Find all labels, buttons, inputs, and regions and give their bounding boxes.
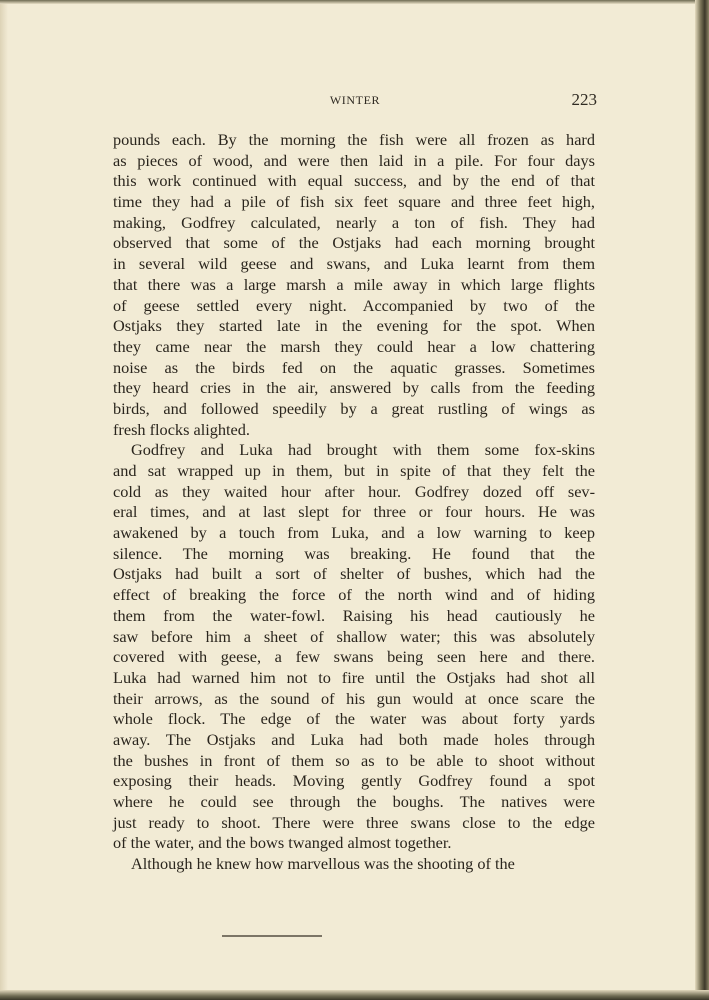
- text-line: Although he knew how marvellous was the shooting of the: [131, 854, 515, 874]
- text-line: that there was a large marsh a mile away in which large flights: [113, 274, 595, 294]
- paragraph: [113, 130, 595, 440]
- text-line: they came near the marsh they could hear a low chattering: [113, 336, 595, 356]
- text-line: away. The Ostjaks and Luka had both made holes through: [113, 729, 595, 749]
- text-line: Luka had warned him not to fire until the Ostjaks had shot all: [113, 667, 595, 687]
- text-line: time they had a pile of fish six feet square and three feet high,: [113, 192, 595, 212]
- text-line: they heard cries in the air, answered by calls from the feeding: [113, 378, 595, 398]
- running-title: WINTER: [329, 93, 381, 107]
- text-line: Ostjaks had built a sort of shelter of bushes, which had the: [113, 564, 595, 584]
- page-right-edge: [695, 0, 709, 1000]
- page-number: 223: [571, 90, 597, 109]
- text-line: this work continued with equal success, and by the end of that: [113, 171, 595, 191]
- text-line: just ready to shoot. There were three swans close to the edge: [113, 812, 595, 832]
- text-line: them from the water-fowl. Raising his head cautiously he: [113, 605, 595, 625]
- text-line: their arrows, as the sound of his gun would at once scare the: [113, 688, 595, 708]
- running-head: [113, 90, 597, 112]
- text-line: pounds each. By the morning the fish were all frozen as hard: [113, 130, 595, 149]
- text-line: where he could see through the boughs. The natives were: [113, 792, 595, 811]
- paragraph: [113, 854, 595, 875]
- paragraph: [113, 440, 595, 854]
- text-line: eral times, and at last slept for three or four hours. He was: [113, 502, 595, 522]
- text-line: Ostjaks they started late in the evening for the spot. When: [113, 316, 595, 336]
- text-line: birds, and followed speedily by a great rustling of wings as: [113, 398, 595, 418]
- text-line: awakened by a touch from Luka, and a low warning to keep: [113, 523, 595, 543]
- text-line: the bushes in front of them so as to be able to shoot without: [113, 750, 595, 770]
- text-line: Godfrey and Luka had brought with them some fox-skins: [131, 440, 595, 460]
- text-line: whole flock. The edge of the water was about forty yards: [113, 709, 595, 729]
- text-line: cold as they waited hour after hour. Godfrey dozed off sev-: [113, 481, 595, 501]
- text-line: as pieces of wood, and were then laid in a pile. For four days: [113, 150, 595, 170]
- text-line: and sat wrapped up in them, but in spite of that they felt the: [113, 461, 595, 480]
- text-line: fresh flocks alighted.: [113, 419, 250, 439]
- text-line: in several wild geese and swans, and Luka learnt from them: [113, 254, 595, 274]
- page-gutter-shadow: [0, 0, 8, 1000]
- text-line: saw before him a sheet of shallow water; this was absolutely: [113, 626, 595, 646]
- text-line: exposing their heads. Moving gently Godfrey found a spot: [113, 771, 595, 791]
- body-text: [113, 130, 595, 875]
- text-line: making, Godfrey calculated, nearly a ton of fish. They had: [113, 212, 595, 232]
- text-line: silence. The morning was breaking. He found that the: [113, 543, 595, 563]
- text-line: noise as the birds fed on the aquatic grasses. Sometimes: [113, 357, 595, 377]
- text-line: observed that some of the Ostjaks had each morning brought: [113, 233, 595, 253]
- page-bottom-edge: [0, 990, 709, 1000]
- page-top-edge: [0, 0, 709, 4]
- text-line: of geese settled every night. Accompanied by two of the: [113, 295, 595, 315]
- text-line: effect of breaking the force of the north wind and of hiding: [113, 585, 595, 605]
- footer-rule: [222, 935, 322, 937]
- text-line: of the water, and the bows twanged almost together.: [113, 833, 452, 853]
- text-line: covered with geese, a few swans being seen here and there.: [113, 647, 595, 667]
